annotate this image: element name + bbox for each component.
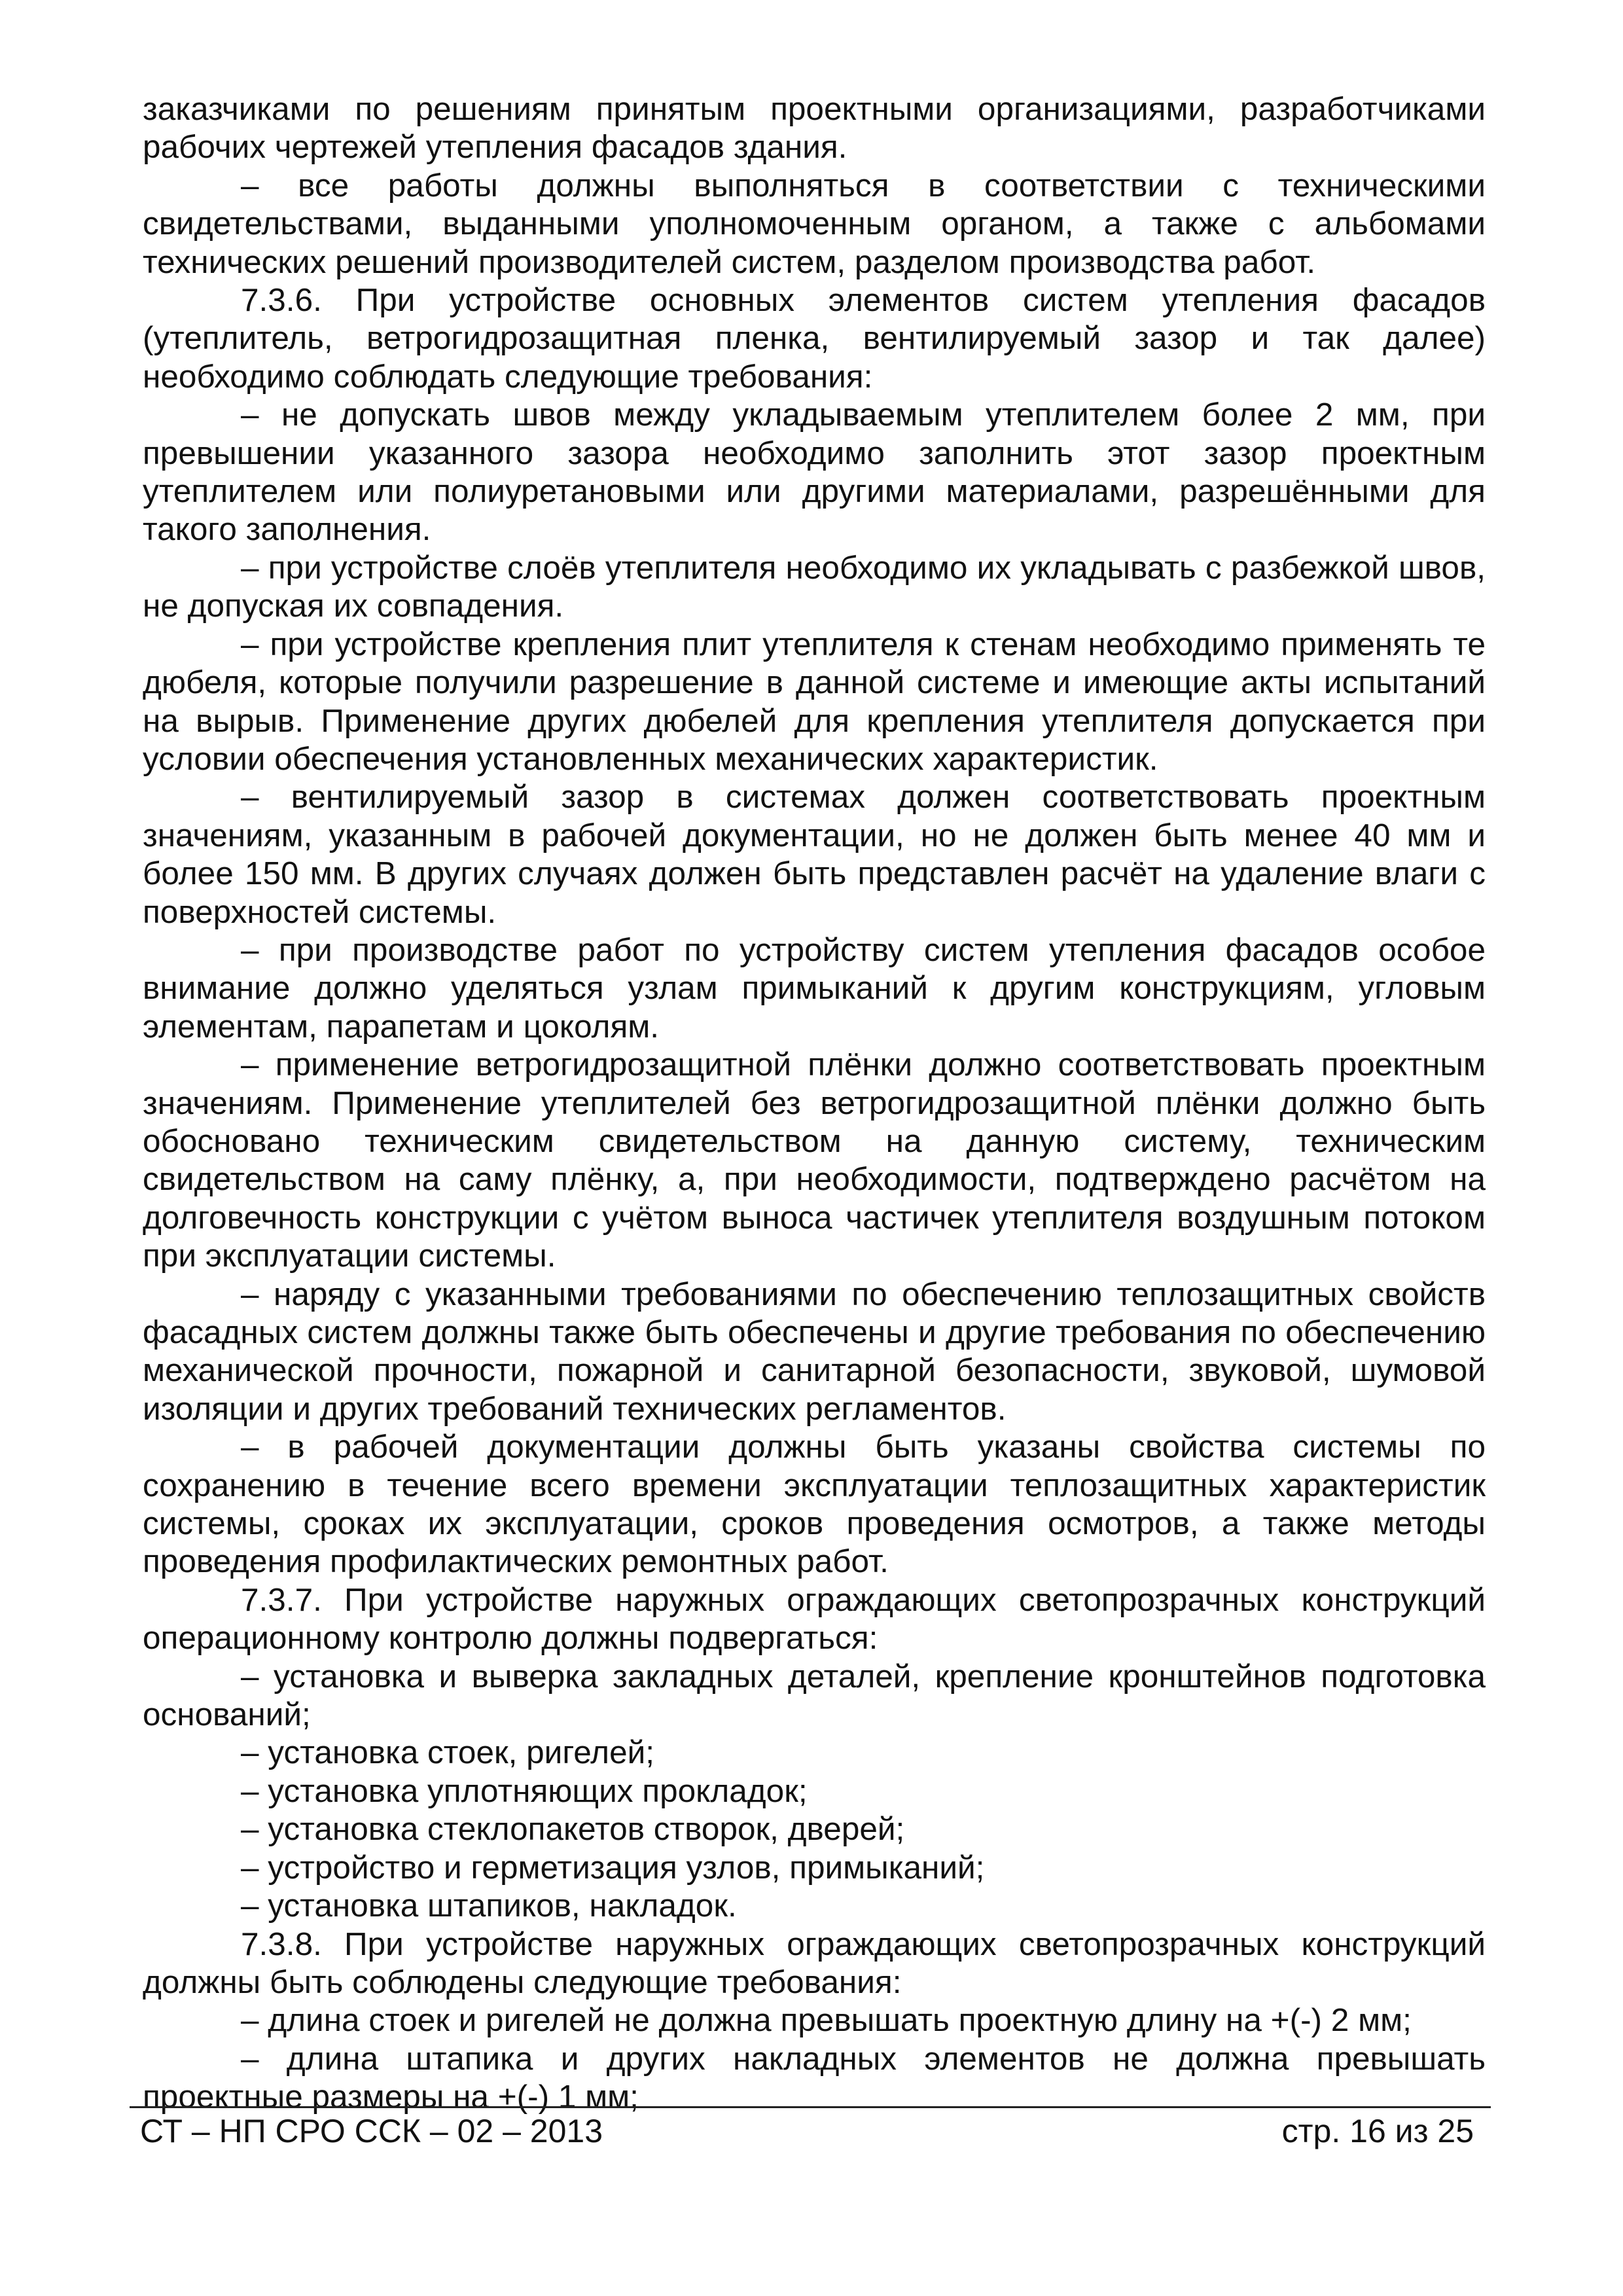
paragraph-bullet: – длина стоек и ригелей не должна превышать проектную длину на +(-) 2 мм; — [241, 2002, 1412, 2039]
footer-page-number: стр. 16 из 25 — [1281, 2113, 1474, 2149]
footer-standard-code: СТ – НП СРО ССК – 02 – 2013 — [140, 2113, 603, 2149]
paragraph-bullet: – вентилируемый зазор в системах должен соответствовать проектным значениям, указанным в рабочей документации, но не должен быть менее 40 мм и более 150 мм. В других случаях должен быть представлен расчёт на удаление влаги с поверхностей системы. — [143, 779, 1486, 930]
paragraph-bullet: – установка стоек, ригелей; — [241, 1734, 654, 1771]
paragraph-bullet: – установка стеклопакетов створок, дверей; — [241, 1811, 905, 1848]
clause-7-3-7: 7.3.7. При устройстве наружных ограждающих светопрозрачных конструкций операционному контролю должны подвергаться: — [143, 1581, 1486, 1657]
paragraph-bullet: – в рабочей документации должны быть указаны свойства системы по сохранению в течение всего времени эксплуатации теплозащитных характеристик системы, сроках их эксплуатации, сроков проведения осмотров, а также методы проведения профилактических ремонтных работ. — [143, 1429, 1486, 1580]
paragraph-bullet: – все работы должны выполняться в соответствии с техническими свидетельствами, выданными уполномоченным органом, а также с альбомами технических решений производителей систем, разделом производства работ. — [143, 167, 1486, 280]
clause-7-3-8: 7.3.8. При устройстве наружных ограждающих светопрозрачных конструкций должны быть соблюдены следующие требования: — [143, 1926, 1486, 2000]
paragraph-bullet: – устройство и герметизация узлов, примыканий; — [241, 1849, 985, 1886]
paragraph-bullet: – установка и выверка закладных деталей, крепление кронштейнов подготовка оснований; — [143, 1658, 1486, 1733]
paragraph-bullet: – длина штапика и других накладных элементов не должна превышать проектные размеры на +(-) 1 мм; — [143, 2040, 1486, 2115]
paragraph-bullet: – применение ветрогидрозащитной плёнки должно соответствовать проектным значениям. Применение утеплителей без ветрогидрозащитной плёнки должно быть обосновано техническим свидетельством на данную систему, техническим свидетельством на саму плёнку, а, при необходимости, подтверждено расчётом на долговечность конструкции с учётом выноса частичек утеплителя воздушным потоком при эксплуатации системы. — [143, 1047, 1486, 1274]
paragraph-bullet: – при устройстве слоёв утеплителя необходимо их укладывать с разбежкой швов, не допуская их совпадения. — [143, 549, 1486, 624]
paragraph-bullet: – при производстве работ по устройству систем утепления фасадов особое внимание должно уделяться узлам примыканий к другим конструкциям, угловым элементам, парапетам и цоколям. — [143, 931, 1486, 1045]
footer-divider — [130, 2106, 1491, 2108]
clause-7-3-6: 7.3.6. При устройстве основных элементов систем утепления фасадов (утеплитель, ветрогидрозащитная пленка, вентилируемый зазор и так далее) необходимо соблюдать следующие требования: — [143, 282, 1486, 395]
paragraph-continuation: заказчиками по решениям принятым проектными организациями, разработчиками рабочих чертежей утепления фасадов здания. — [143, 91, 1486, 166]
paragraph-bullet: – наряду с указанными требованиями по обеспечению теплозащитных свойств фасадных систем должны также быть обеспечены и другие требования по обеспечению механической прочности, пожарной и санитарной безопасности, звуковой, шумовой изоляции и других требований технических регламентов. — [143, 1276, 1486, 1427]
document-body — [143, 90, 1486, 2117]
paragraph-bullet: – при устройстве крепления плит утеплителя к стенам необходимо применять те дюбеля, которые получили разрешение в данной системе и имеющие акты испытаний на вырыв. Применение других дюбелей для крепления утеплителя допускается при условии обеспечения установленных механических характеристик. — [143, 626, 1486, 777]
paragraph-bullet: – установка штапиков, накладок. — [241, 1888, 737, 1924]
paragraph-bullet: – не допускать швов между укладываемым утеплителем более 2 мм, при превышении указанного зазора необходимо заполнить этот зазор проектным утеплителем или полиуретановыми или другими материалами, разрешёнными для такого заполнения. — [143, 397, 1486, 548]
paragraph-bullet: – установка уплотняющих прокладок; — [241, 1772, 808, 1809]
